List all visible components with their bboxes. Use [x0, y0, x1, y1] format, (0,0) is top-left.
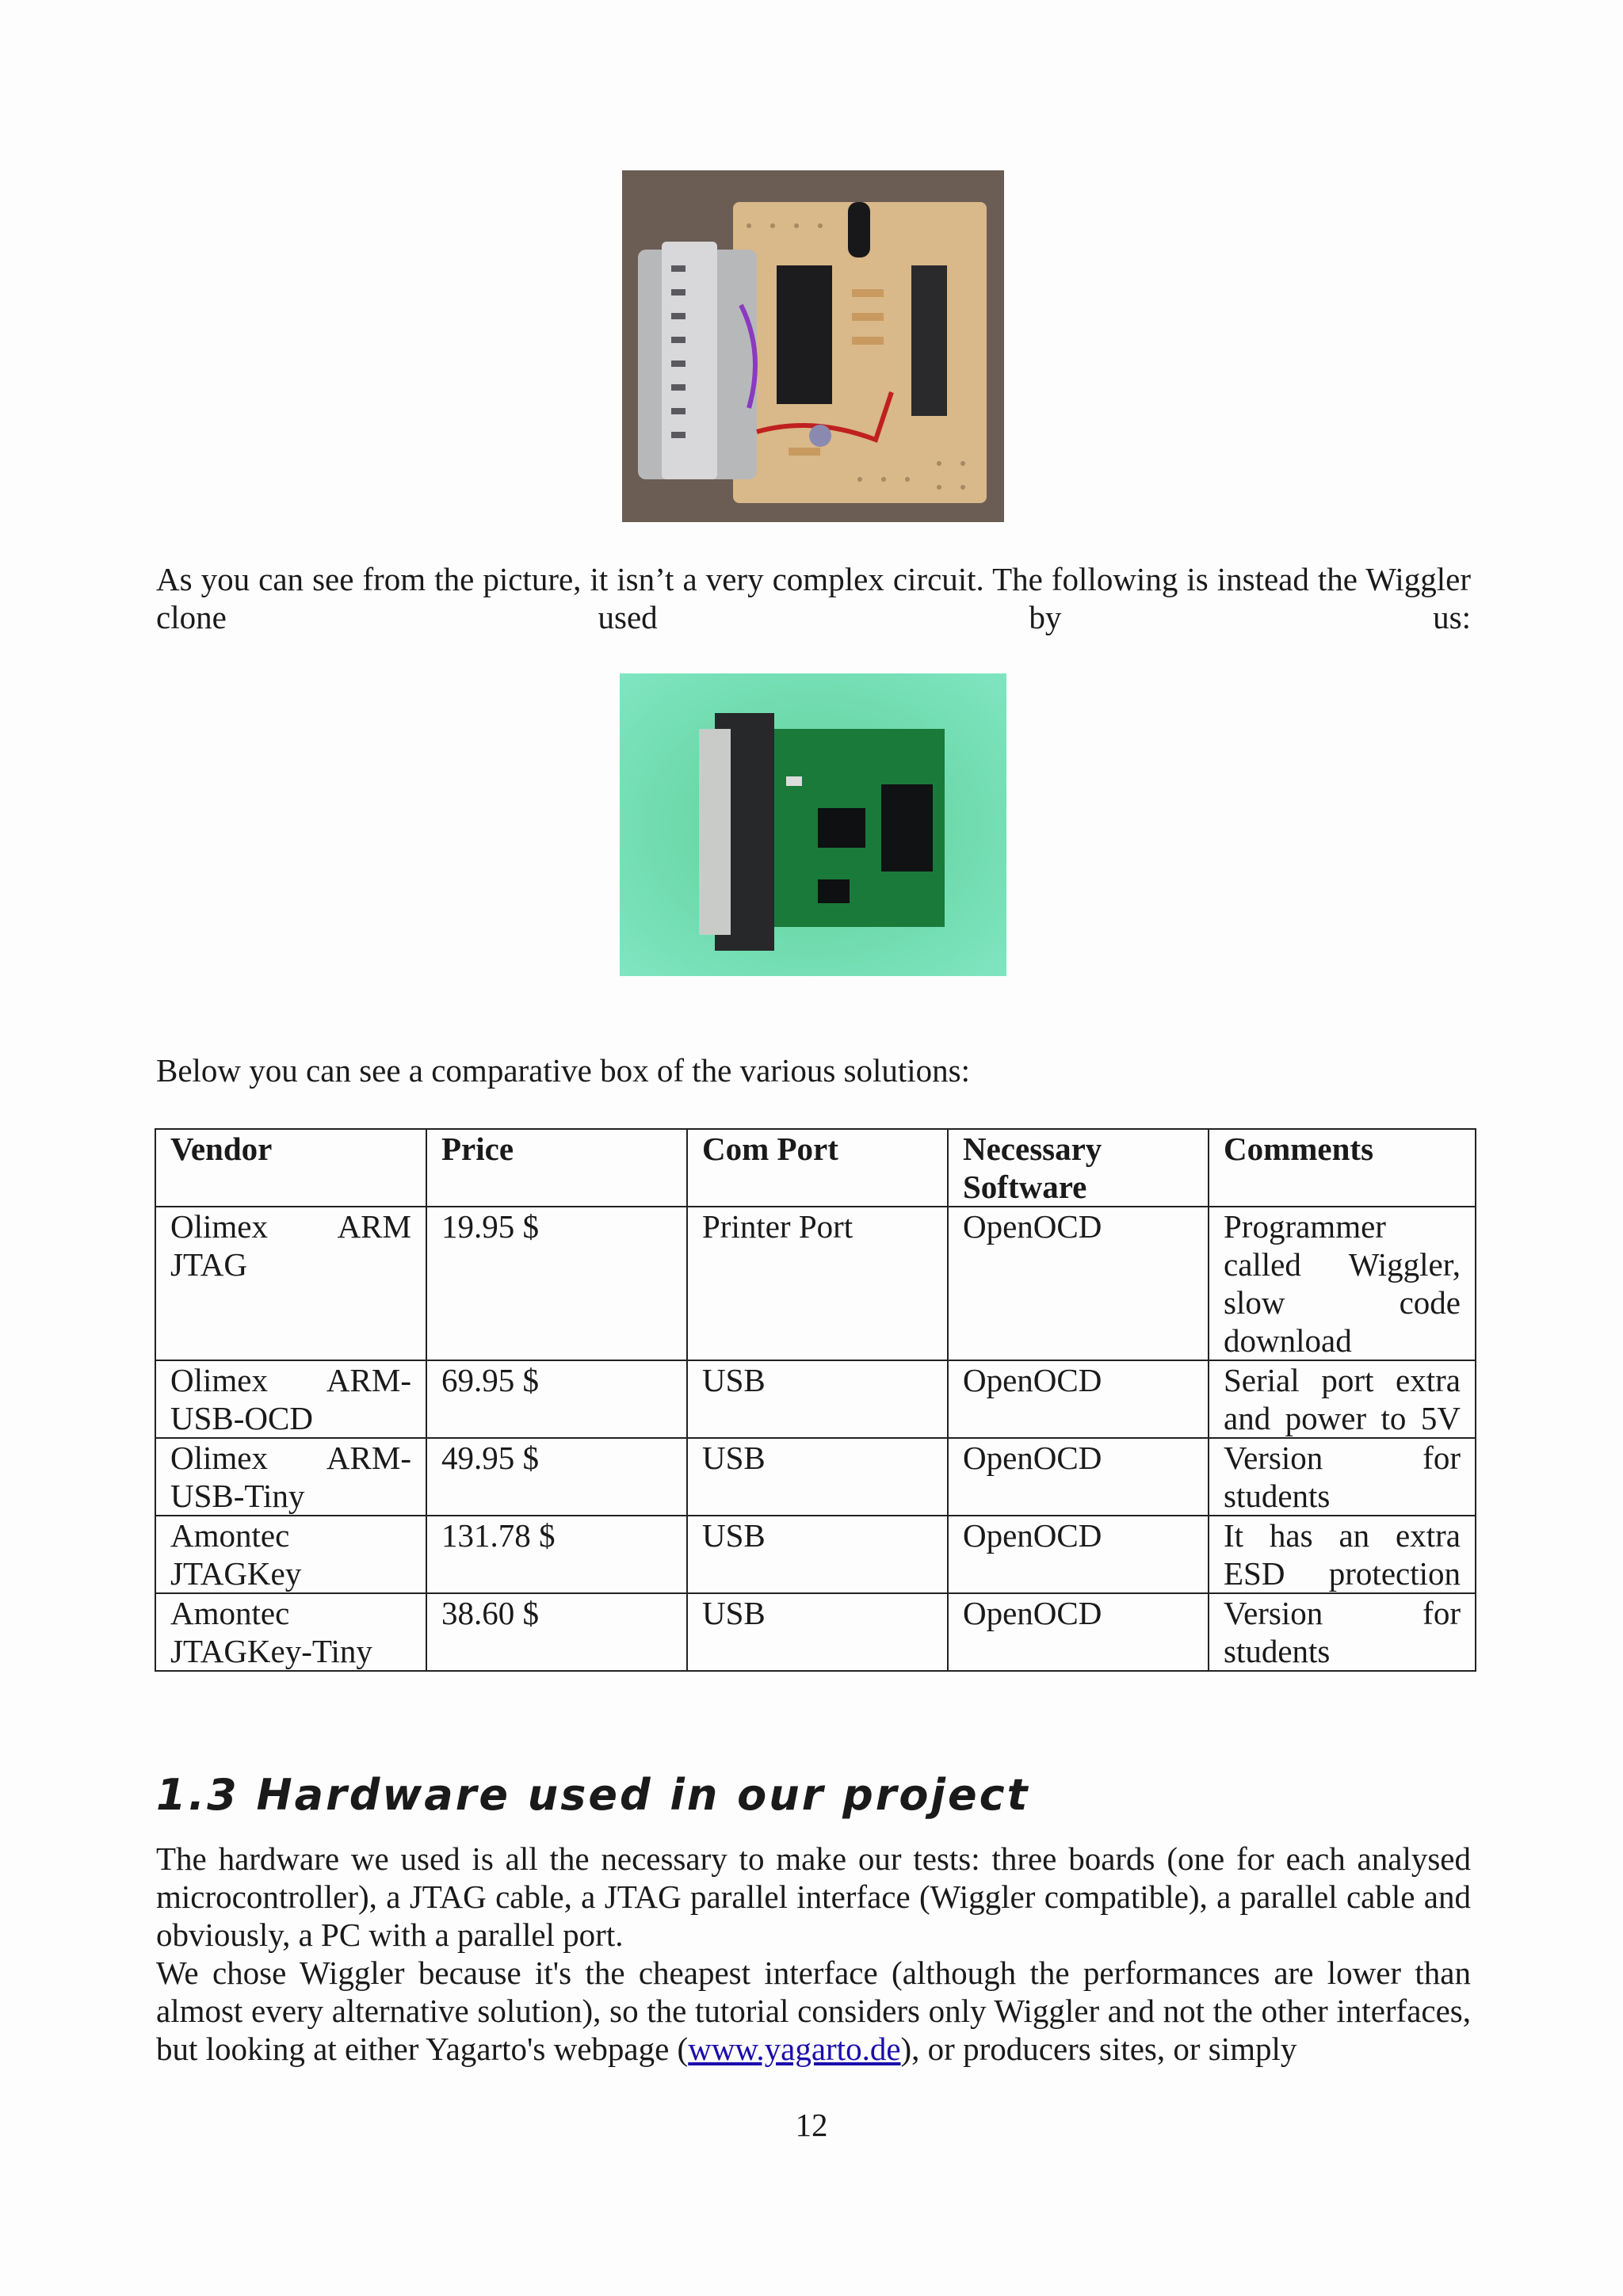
cell-price: 69.95 $ [426, 1360, 687, 1438]
comparison-table [155, 1128, 1476, 1672]
yagarto-link[interactable]: www.yagarto.de [688, 2031, 901, 2067]
cell-vendor: Amontec JTAGKey [155, 1516, 426, 1593]
cell-comments: It has an extra ESD protection [1209, 1516, 1476, 1593]
photo-caption: As you can see from the picture, it isn’t a very complex circuit. The following is instead the Wiggler clone used by us: [156, 561, 1471, 635]
cell-vendor: Olimex ARM-USB-OCD [155, 1360, 426, 1438]
table-row [155, 1516, 1476, 1593]
cell-vendor: Olimex ARM-USB-Tiny [155, 1438, 426, 1516]
cell-software: OpenOCD [948, 1207, 1209, 1360]
header-com-port: Com Port [687, 1129, 948, 1207]
header-vendor: Vendor [155, 1129, 426, 1207]
table-row [155, 1207, 1476, 1360]
cell-vendor: Olimex ARM JTAG [155, 1207, 426, 1360]
header-necessary-software: Necessary Software [948, 1129, 1209, 1207]
cell-comments: Version for students [1209, 1438, 1476, 1516]
header-price: Price [426, 1129, 687, 1207]
section-paragraph-1: The hardware we used is all the necessary to make our tests: three boards (one for each analysed microcontroller), a JTAG cable, a JTAG parallel interface (Wiggler compatible), a parallel cable and obviously, a PC with a parallel port. [156, 1840, 1471, 1953]
cell-com-port: USB [687, 1516, 948, 1593]
cell-vendor: Amontec JTAGKey-Tiny [155, 1593, 426, 1671]
wiggler-clone-illustration [620, 673, 1006, 976]
cell-comments: Programmer called Wiggler, slow code download [1209, 1207, 1476, 1360]
table-row [155, 1360, 1476, 1438]
cell-price: 19.95 $ [426, 1207, 687, 1360]
section-heading: 1.3 Hardware used in our project [156, 1770, 1030, 1820]
cell-comments: Serial port extra and power to 5V [1209, 1360, 1476, 1438]
wiggler-clone-photo [620, 673, 1006, 976]
header-comments: Comments [1209, 1129, 1476, 1207]
cell-price: 38.60 $ [426, 1593, 687, 1671]
page-number: 12 [795, 2107, 828, 2143]
cell-comments: Version for students [1209, 1593, 1476, 1671]
table-intro-text: Below you can see a comparative box of the various solutions: [156, 1052, 971, 1089]
cell-com-port: USB [687, 1360, 948, 1438]
section-paragraph-2 [156, 1954, 1471, 2068]
cell-com-port: USB [687, 1593, 948, 1671]
paragraph-2-text-before-link: We chose Wiggler because it's the cheapest interface (although the performances are lower than almost every alternative solution), so the tutorial considers only Wiggler and not the other interfaces, but looking at either Yagarto's webpage ( [156, 1955, 1471, 2067]
table-row [155, 1593, 1476, 1671]
cell-com-port: USB [687, 1438, 948, 1516]
paragraph-2-text-after-link: ), or producers sites, or simply [900, 2031, 1297, 2067]
cell-com-port: Printer Port [687, 1207, 948, 1360]
cell-software: OpenOCD [948, 1593, 1209, 1671]
cell-software: OpenOCD [948, 1438, 1209, 1516]
table-row [155, 1438, 1476, 1516]
cell-price: 49.95 $ [426, 1438, 687, 1516]
wiggler-circuit-illustration [622, 170, 1004, 522]
wiggler-circuit-photo [622, 170, 1004, 522]
table-header-row [155, 1129, 1476, 1207]
cell-software: OpenOCD [948, 1360, 1209, 1438]
cell-software: OpenOCD [948, 1516, 1209, 1593]
cell-price: 131.78 $ [426, 1516, 687, 1593]
section-body [156, 1840, 1471, 2068]
